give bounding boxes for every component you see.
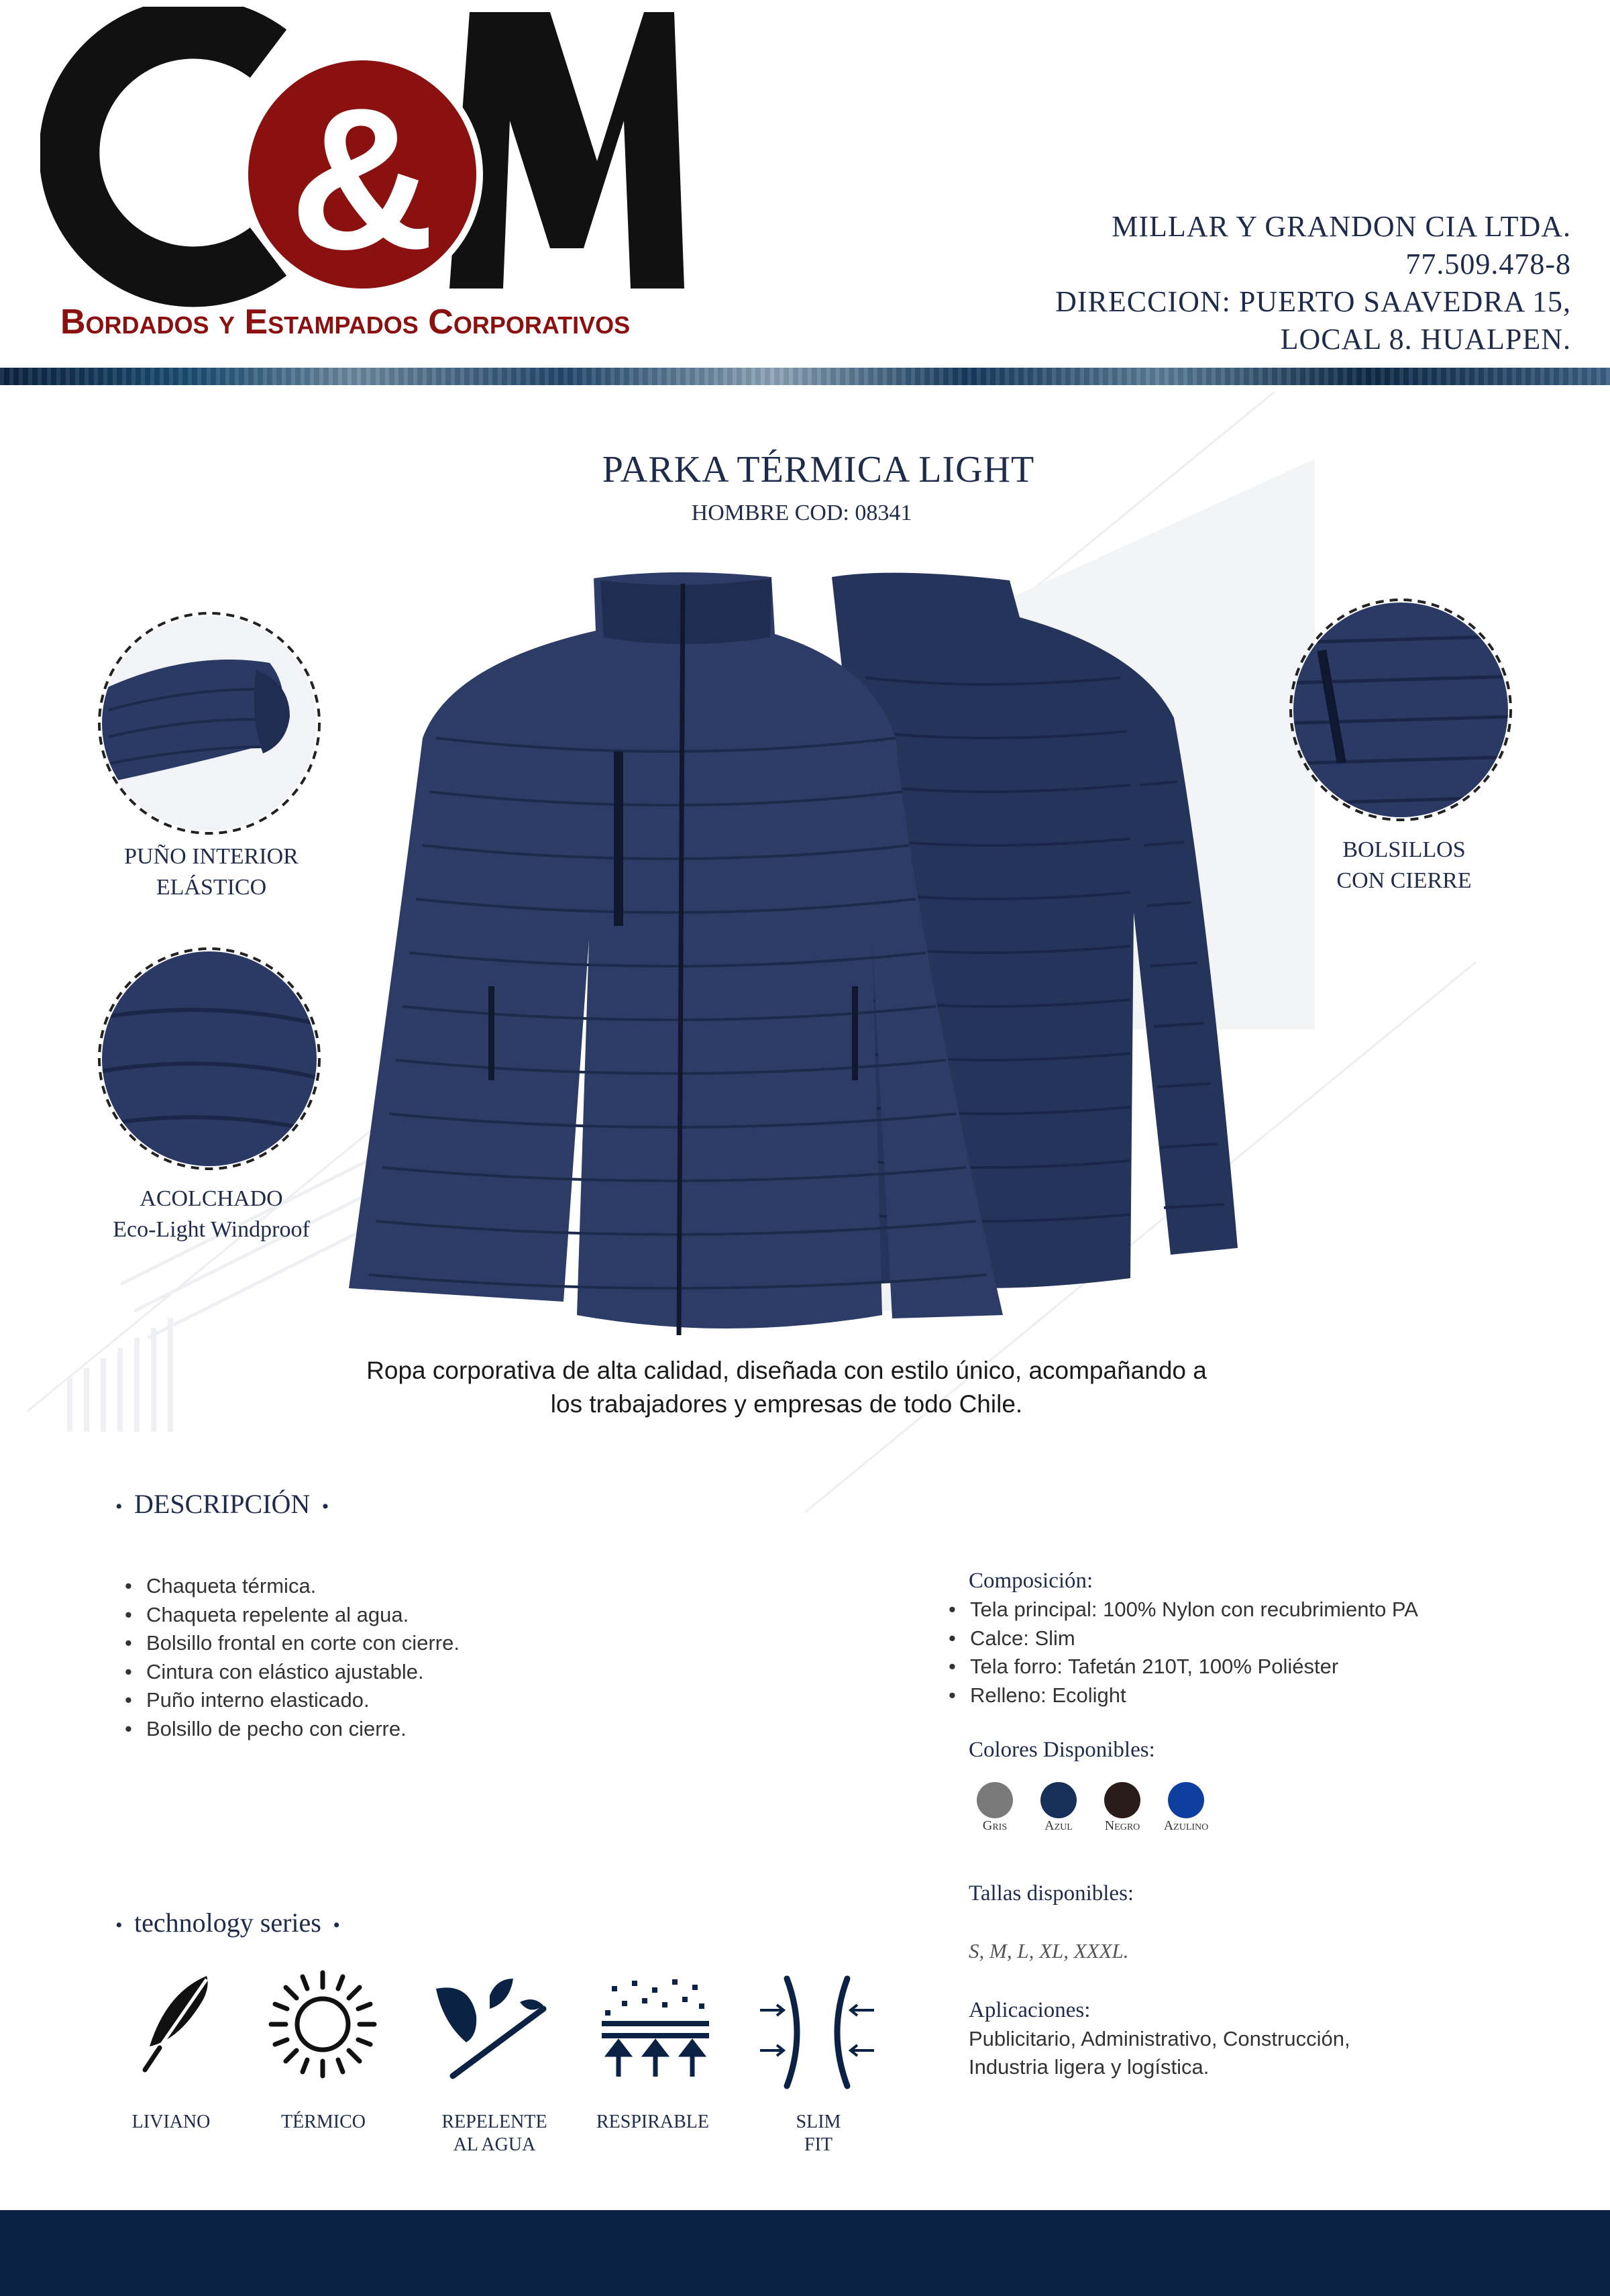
swatch-label: Negro	[1104, 1818, 1140, 1833]
brand-tagline: Bordados y Estampados Corporativos	[60, 303, 631, 342]
feature-quilt-line1: ACOLCHADO	[140, 1186, 283, 1211]
quilting-detail-image	[95, 945, 323, 1173]
color-swatches	[958, 1782, 1307, 1842]
tech-label-line: REPELENTE	[441, 2111, 547, 2132]
product-title: PARKA TÉRMICA LIGHT	[602, 449, 1035, 490]
technology-heading	[115, 1907, 340, 1938]
tech-label-line: AL AGUA	[453, 2134, 536, 2155]
technology-heading-text: technology series	[134, 1908, 321, 1938]
composition-heading: Composición:	[969, 1569, 1093, 1593]
bullet-dot: •	[327, 1914, 340, 1936]
water-repellent-icon	[429, 1975, 550, 2083]
pocket-detail-image	[1287, 596, 1515, 824]
list-item: • Chaqueta repelente al agua.	[125, 1601, 729, 1630]
company-rut: 77.509.478-8	[1405, 248, 1571, 280]
feature-cuff-line2: ELÁSTICO	[156, 875, 267, 900]
swatch-label: Gris	[982, 1818, 1008, 1833]
tagline-line1: Ropa corporativa de alta calidad, diseñada con estilo único, acompañando a	[366, 1357, 1207, 1384]
breathable-icon	[598, 1973, 712, 2080]
applications-text	[969, 2025, 1350, 2081]
tagline-line2: los trabajadores y empresas de todo Chile.	[550, 1390, 1023, 1418]
marketing-tagline	[0, 1354, 1573, 1421]
tech-label-slim-fit	[751, 2111, 885, 2156]
applications-line2: Industria ligera y logística.	[969, 2055, 1210, 2079]
list-item: • Chaqueta térmica.	[125, 1572, 729, 1601]
tech-label-line: LIVIANO	[131, 2111, 211, 2132]
color-swatch-gris	[958, 1782, 1032, 1834]
tech-label-repelente	[427, 2111, 561, 2156]
description-heading-text: DESCRIPCIÓN	[134, 1489, 311, 1519]
footer-band	[0, 2210, 1610, 2296]
bullet-dot: •	[317, 1496, 329, 1518]
feature-pockets-label	[1287, 835, 1521, 896]
bullet-dot: •	[115, 1496, 128, 1518]
colors-heading: Colores Disponibles:	[969, 1738, 1155, 1762]
feather-icon	[140, 1973, 220, 2073]
list-item: • Cintura con elástico ajustable.	[125, 1658, 729, 1687]
sun-icon	[266, 1967, 380, 2081]
list-item: • Bolsillo frontal en corte con cierre.	[125, 1629, 729, 1658]
company-address: DIRECCION: PUERTO SAAVEDRA 15,	[1055, 285, 1571, 318]
tech-label-line: RESPIRABLE	[596, 2111, 710, 2132]
cuff-detail-image	[95, 609, 323, 837]
header-band-texture	[0, 368, 1610, 385]
sizes-value: S, M, L, XL, XXXL.	[969, 1939, 1129, 1963]
list-item: • Puño interno elasticado.	[125, 1686, 729, 1715]
list-item: • Tela principal: 100% Nylon con recubrimiento PA	[949, 1596, 1586, 1624]
list-item: • Relleno: Ecolight	[949, 1681, 1586, 1710]
feature-quilt-label	[54, 1184, 369, 1245]
applications-heading: Aplicaciones:	[969, 1998, 1091, 2022]
company-name: MILLAR Y GRANDON CIA LTDA.	[1112, 210, 1571, 243]
swatch-dot	[1104, 1782, 1140, 1818]
description-heading	[115, 1488, 329, 1520]
jacket-illustration	[335, 564, 1254, 1342]
color-swatch-azul	[1022, 1782, 1095, 1834]
tech-label-liviano	[104, 2111, 238, 2134]
swatch-dot	[1168, 1782, 1204, 1818]
sizes-heading: Tallas disponibles:	[969, 1881, 1134, 1906]
list-item: • Bolsillo de pecho con cierre.	[125, 1715, 729, 1744]
tech-label-line: TÉRMICO	[281, 2111, 366, 2132]
feature-quilt-line2: Eco-Light Windproof	[113, 1217, 310, 1242]
feature-cuff-label	[94, 841, 329, 903]
swatch-label: Azul	[1044, 1818, 1073, 1833]
description-list	[125, 1572, 729, 1743]
company-address-local: LOCAL 8. HUALPEN.	[1280, 323, 1571, 356]
feature-pockets-line1: BOLSILLOS	[1342, 837, 1466, 862]
slim-fit-icon	[757, 1975, 877, 2089]
applications-line1: Publicitario, Administrativo, Construcción,	[969, 2027, 1350, 2050]
color-swatch-negro	[1085, 1782, 1159, 1834]
list-item: • Tela forro: Tafetán 210T, 100% Poliéster	[949, 1653, 1586, 1681]
tech-label-line: FIT	[804, 2134, 833, 2155]
swatch-dot	[1040, 1782, 1077, 1818]
list-item: • Calce: Slim	[949, 1624, 1586, 1653]
color-swatch-azulino	[1149, 1782, 1223, 1834]
svg-text:&: &	[289, 66, 435, 291]
swatch-dot	[977, 1782, 1013, 1818]
composition-list	[949, 1596, 1586, 1710]
feature-cuff-line1: PUÑO INTERIOR	[124, 844, 299, 869]
tech-label-line: SLIM	[796, 2111, 841, 2132]
feature-pockets-line2: CON CIERRE	[1336, 868, 1472, 893]
tech-label-respirable	[586, 2111, 720, 2134]
tech-label-termico	[256, 2111, 390, 2134]
company-info	[1055, 208, 1571, 358]
bullet-dot: •	[115, 1914, 128, 1936]
swatch-label: Azulino	[1163, 1818, 1209, 1833]
product-code: HOMBRE COD: 08341	[691, 501, 912, 525]
